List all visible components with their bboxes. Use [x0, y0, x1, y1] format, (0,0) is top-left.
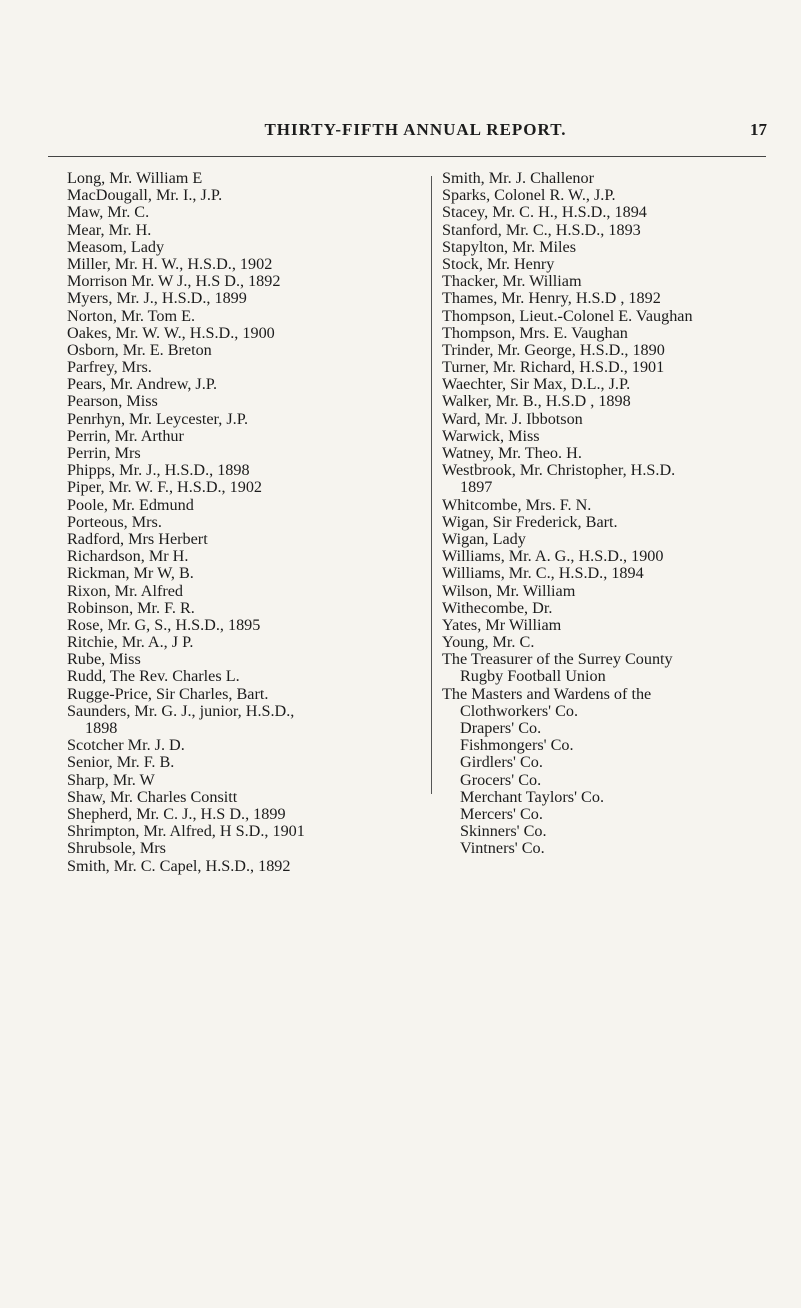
list-item: Waechter, Sir Max, D.L., J.P.	[442, 375, 631, 394]
list-item: Stacey, Mr. C. H., H.S.D., 1894	[442, 203, 647, 222]
list-item: Rube, Miss	[67, 650, 141, 669]
list-item: Rudd, The Rev. Charles L.	[67, 667, 240, 686]
column-divider	[431, 176, 432, 794]
list-item: The Masters and Wardens of the	[442, 684, 652, 703]
list-item: Ward, Mr. J. Ibbotson	[442, 409, 583, 428]
list-item: Drapers' Co.	[460, 719, 542, 737]
header-rule	[48, 156, 766, 157]
right-column	[442, 170, 782, 858]
list-item: Saunders, Mr. G. J., junior, H.S.D.,	[67, 701, 295, 720]
list-item: Girdlers' Co.	[460, 753, 543, 772]
page-header	[0, 118, 801, 142]
list-item: Phipps, Mr. J., H.S.D., 1898	[67, 461, 250, 480]
list-item: Shrubsole, Mrs	[67, 839, 166, 858]
list-item: Norton, Mr. Tom E.	[67, 306, 196, 325]
list-item: Thompson, Mrs. E. Vaughan	[442, 323, 628, 342]
running-title: THIRTY-FIFTH ANNUAL REPORT.	[264, 120, 567, 139]
list-item: Rose, Mr. G, S., H.S.D., 1895	[67, 615, 261, 634]
list-item: Robinson, Mr. F. R.	[67, 598, 195, 617]
left-column	[67, 170, 462, 875]
list-item: Measom, Lady	[67, 237, 165, 256]
list-item: Rugge-Price, Sir Charles, Bart.	[67, 684, 269, 703]
list-item: Walker, Mr. B., H.S.D , 1898	[442, 392, 631, 411]
page-number: 17	[750, 120, 767, 139]
list-item: Mercers' Co.	[460, 804, 543, 823]
list-item: Wilson, Mr. William	[442, 581, 576, 600]
list-item: Poole, Mr. Edmund	[67, 495, 194, 514]
list-item: Merchant Taylors' Co.	[460, 787, 604, 806]
list-item: Thompson, Lieut.-Colonel E. Vaughan	[442, 306, 693, 325]
list-item: Miller, Mr. H. W., H.S.D., 1902	[67, 254, 273, 273]
list-item: Fishmongers' Co.	[460, 736, 574, 755]
list-item: Smith, Mr. C. Capel, H.S.D., 1892	[67, 856, 291, 875]
list-item: Parfrey, Mrs.	[67, 358, 152, 377]
list-item: Mear, Mr. H.	[67, 220, 152, 239]
list-item: Scotcher Mr. J. D.	[67, 736, 185, 755]
list-item: Piper, Mr. W. F., H.S.D., 1902	[67, 478, 263, 497]
list-item: Shepherd, Mr. C. J., H.S D., 1899	[67, 804, 286, 823]
list-item: Richardson, Mr H.	[67, 547, 189, 566]
list-item: Westbrook, Mr. Christopher, H.S.D.	[442, 461, 676, 480]
list-item: Rixon, Mr. Alfred	[67, 581, 184, 600]
list-item: Senior, Mr. F. B.	[67, 753, 175, 772]
list-item: Pears, Mr. Andrew, J.P.	[67, 375, 218, 394]
list-item: Shaw, Mr. Charles Consitt	[67, 787, 238, 806]
list-item: Wigan, Lady	[442, 529, 526, 548]
list-item: Grocers' Co.	[460, 770, 542, 789]
list-item: Withecombe, Dr.	[442, 598, 553, 617]
list-item: The Treasurer of the Surrey County	[442, 650, 673, 669]
list-item: MacDougall, Mr. I., J.P.	[67, 186, 223, 205]
list-item: 1898	[85, 719, 118, 737]
list-item: Watney, Mr. Theo. H.	[442, 444, 582, 462]
list-item: Warwick, Miss	[442, 426, 540, 445]
list-item: Long, Mr. William E	[67, 169, 203, 187]
list-item: 1897	[460, 478, 493, 497]
list-item: Young, Mr. C.	[442, 633, 535, 652]
list-item: Maw, Mr. C.	[67, 203, 150, 222]
list-item: Pearson, Miss	[67, 392, 158, 411]
list-item: Rickman, Mr W, B.	[67, 564, 194, 583]
list-item: Vintners' Co.	[460, 839, 545, 858]
list-item: Thames, Mr. Henry, H.S.D , 1892	[442, 289, 661, 308]
list-item: Turner, Mr. Richard, H.S.D., 1901	[442, 358, 665, 377]
list-item: Skinners' Co.	[460, 822, 547, 841]
list-item: Clothworkers' Co.	[460, 701, 579, 720]
list-item: Penrhyn, Mr. Leycester, J.P.	[67, 409, 248, 428]
list-item: Perrin, Mr. Arthur	[67, 426, 184, 445]
list-item: Sparks, Colonel R. W., J.P.	[442, 186, 616, 205]
list-item: Morrison Mr. W J., H.S D., 1892	[67, 272, 281, 291]
list-item: Whitcombe, Mrs. F. N.	[442, 495, 592, 514]
list-item: Ritchie, Mr. A., J P.	[67, 633, 194, 652]
list-item: Myers, Mr. J., H.S.D., 1899	[67, 289, 247, 308]
list-item: Yates, Mr William	[442, 615, 562, 634]
list-item: Williams, Mr. A. G., H.S.D., 1900	[442, 547, 664, 566]
list-item: Oakes, Mr. W. W., H.S.D., 1900	[67, 323, 275, 342]
list-item: Stanford, Mr. C., H.S.D., 1893	[442, 220, 641, 239]
list-item: Wigan, Sir Frederick, Bart.	[442, 512, 618, 531]
list-item: Osborn, Mr. E. Breton	[67, 340, 212, 359]
list-item: Stock, Mr. Henry	[442, 254, 555, 273]
list-item: Stapylton, Mr. Miles	[442, 237, 577, 256]
list-item: Trinder, Mr. George, H.S.D., 1890	[442, 340, 665, 359]
list-item: Perrin, Mrs	[67, 444, 141, 462]
list-item: Porteous, Mrs.	[67, 512, 162, 531]
list-item: Rugby Football Union	[460, 667, 606, 686]
list-item: Thacker, Mr. William	[442, 272, 582, 291]
list-item: Smith, Mr. J. Challenor	[442, 169, 594, 187]
list-item: Sharp, Mr. W	[67, 770, 155, 789]
list-item: Shrimpton, Mr. Alfred, H S.D., 1901	[67, 822, 305, 841]
list-item: Radford, Mrs Herbert	[67, 529, 208, 548]
list-item: Williams, Mr. C., H.S.D., 1894	[442, 564, 644, 583]
